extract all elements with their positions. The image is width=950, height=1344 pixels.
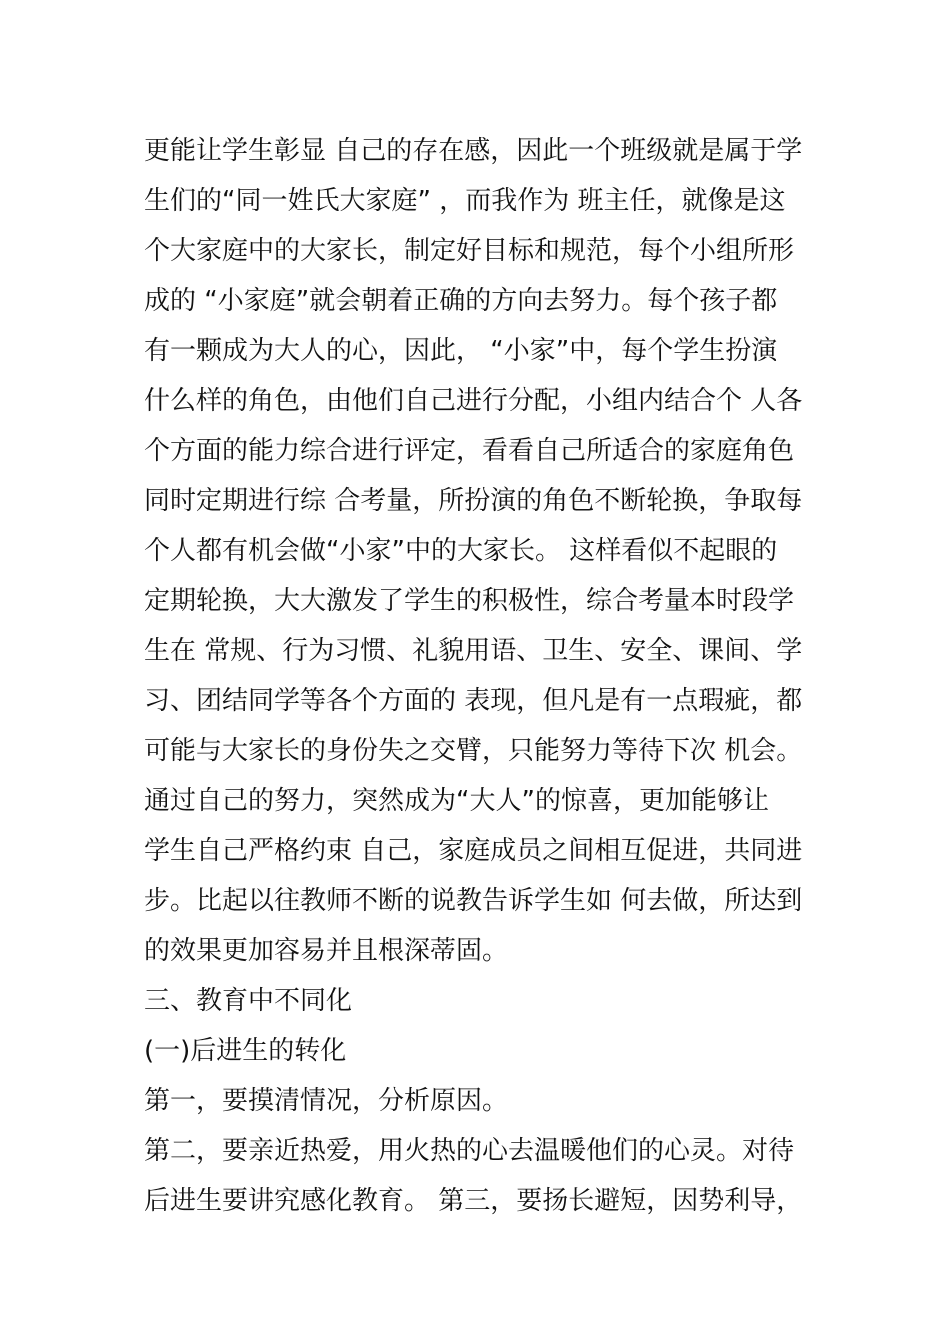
text-line: 生们的“同一姓氏大家庭” ，而我作为 班主任，就像是这 (144, 186, 786, 216)
text-line: 第一，要摸清情况，分析原因。 (144, 1086, 509, 1116)
text-line: 的效果更加容易并且根深蒂固。 (144, 936, 509, 966)
text-line: 更能让学生彰显 自己的存在感，因此一个班级就是属于学 (144, 136, 803, 166)
text-line: 个大家庭中的大家长，制定好目标和规范，每个小组所形 (144, 236, 795, 266)
text-line: 可能与大家长的身份失之交臂，只能努力等待下次 机会。 (144, 736, 803, 766)
text-line: 第二，要亲近热爱，用火热的心去温暖他们的心灵。对待 (144, 1136, 795, 1166)
text-line: 学生自己严格约束 自己，家庭成员之间相互促进，共同进 (144, 836, 803, 866)
subsection-heading: (一)后进生的转化 (144, 1036, 347, 1066)
text-line: 成的 “小家庭”就会朝着正确的方向去努力。每个孩子都 (144, 286, 778, 316)
text-line: 什么样的角色，由他们自己进行分配，小组内结合个 人各 (144, 386, 803, 416)
text-line: 步。比起以往教师不断的说教告诉学生如 何去做，所达到 (144, 886, 803, 916)
text-line: 有一颗成为大人的心，因此， “小家”中，每个学生扮演 (144, 336, 778, 366)
document-body (144, 126, 814, 1226)
section-heading: 三、教育中不同化 (144, 986, 353, 1016)
text-line: 习、团结同学等各个方面的 表现，但凡是有一点瑕疵，都 (144, 686, 803, 716)
text-line: 后进生要讲究感化教育。 第三，要扬长避短，因势利导， (144, 1186, 803, 1216)
text-line: 个人都有机会做“小家”中的大家长。 这样看似不起眼的 (144, 536, 778, 566)
text-line: 定期轮换，大大激发了学生的积极性，综合考量本时段学 (144, 586, 795, 616)
text-line: 通过自己的努力，突然成为“大人”的惊喜，更加能够让 (144, 786, 769, 816)
text-line: 生在 常规、行为习惯、礼貌用语、卫生、安全、课间、学 (144, 636, 803, 666)
text-line: 个方面的能力综合进行评定，看看自己所适合的家庭角色 (144, 436, 795, 466)
text-line: 同时定期进行综 合考量，所扮演的角色不断轮换，争取每 (144, 486, 803, 516)
